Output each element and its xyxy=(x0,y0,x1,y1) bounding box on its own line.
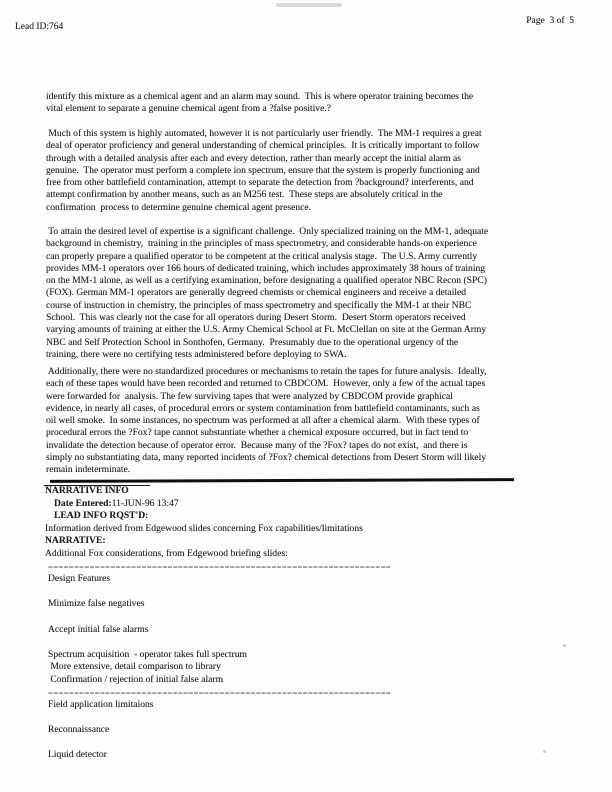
scan-speck xyxy=(563,644,566,647)
text-line: NBC and Self Protection School in Sonthofen, Germany. Presumably due to the operational urgency of the xyxy=(46,336,459,348)
separator-line: ================================================================== xyxy=(48,687,391,698)
text-line: More extensive, detail comparison to library xyxy=(48,661,221,673)
text-line: on the MM-1 alone, as well as a certifying examination, before designating a qualified operator NBC Recon (SPC) xyxy=(46,275,487,287)
text-line: (FOX). German MM-1 operators are generally degreed chemists or chemical engineers and receive a detailed xyxy=(46,287,467,299)
text-line: procedural errors the ?Fox? tape cannot substantiate whether a chemical exposure occurred, but in fact tend to xyxy=(46,427,469,439)
text-line xyxy=(45,611,575,624)
text-line: vital element to separate a genuine chemical agent from a ?false positive.? xyxy=(46,103,332,115)
text-line xyxy=(45,712,575,725)
narrative-intro: Additional Fox considerations, from Edgewood briefing slides: xyxy=(45,547,288,559)
page-number: Page 3 of 5 xyxy=(526,16,574,26)
text-line: Additionally, there were no standardized procedures or mechanisms to retain the tapes for future analysis. Ideally, xyxy=(46,366,487,377)
lead-id: Lead ID:764 xyxy=(15,22,64,32)
narrative-section xyxy=(45,485,575,762)
text-line: Minimize false negatives xyxy=(48,598,145,610)
text-line: Accept initial false alarms xyxy=(48,623,149,635)
text-line: Field application limitaions xyxy=(48,699,154,711)
text-line: deal of operator proficiency and general understanding of chemical principles. It is critically important to follow xyxy=(46,140,480,152)
text-line: attempt confirmation by another means, such as an M256 test. These steps are absolutely critical in the xyxy=(46,189,443,201)
paragraph-continuation xyxy=(46,91,566,116)
text-line: confirmation process to determine genuine chemical agent presence. xyxy=(46,201,312,213)
text-line: To attain the desired level of expertise is a significant challenge. Only specialized training on the MM-1, adequate xyxy=(46,226,489,237)
text-line: Confirmation / rejection of initial false alarm xyxy=(48,673,224,685)
scan-artifact xyxy=(276,3,342,7)
text-line: evidence, in nearly all cases, of procedural errors or system contamination from battlefield contaminants, such as xyxy=(46,402,480,414)
text-line: simply no substantiating data, many reported incidents of ?Fox? chemical detections from Desert Storm will likely xyxy=(46,452,487,464)
text-line: Reconnaissance xyxy=(48,724,110,736)
text-line: remain indeterminate. xyxy=(46,464,131,476)
scan-speck xyxy=(543,750,546,753)
separator-line: ================================================================== xyxy=(48,561,391,572)
text-line: varying amounts of training at either the U.S. Army Chemical School at Ft. McClellan on site at the German Army xyxy=(46,324,487,336)
narrative-heading: NARRATIVE: xyxy=(45,535,106,547)
lead-info-heading: LEAD INFO RQST'D: xyxy=(54,510,149,522)
text-line: were forwarded for analysis. The few surviving tapes that were analyzed by CBDCOM provide graphical xyxy=(46,390,453,402)
text-line: School. This was clearly not the case for all operators during Desert Storm. Desert Storm operators received xyxy=(46,312,466,324)
text-line: Spectrum acquisition - operator takes full spectrum xyxy=(48,648,248,660)
text-line: oil well smoke. In some instances, no spectrum was performed at all after a chemical alarm. With these types of xyxy=(46,415,480,427)
briefing-slide-list xyxy=(45,561,575,763)
section-divider-line xyxy=(50,478,514,482)
date-entered-label: Date Entered: xyxy=(54,497,112,509)
text-line: training, there were no certifying tests administered before deploying to SWA. xyxy=(46,348,347,360)
text-line: free from other battlefield contamination, attempt to separate the detection from ?background? interferents, and xyxy=(46,177,474,189)
text-line: can properly prepare a qualified operator to be competent at the critical analysis stage. The U.S. Army currently xyxy=(46,250,478,262)
text-line: invalidate the detection because of operator error. Because many of the ?Fox? tapes do not exist, and there is xyxy=(46,439,468,451)
lead-info-text: Information derived from Edgewood slides concerning Fox capabilities/limitations xyxy=(45,522,363,534)
date-entered-value: 11-JUN-96 13:47 xyxy=(111,497,179,509)
text-line xyxy=(45,586,575,599)
date-entered-line xyxy=(45,498,575,511)
text-line: each of these tapes would have been recorded and returned to CBDCOM. However, only a few of the actual tapes xyxy=(46,378,486,390)
narrative-info-heading: NARRATIVE INFO xyxy=(45,485,129,496)
text-line: Design Features xyxy=(48,573,111,585)
text-line xyxy=(45,636,575,649)
paragraph-tapes xyxy=(46,366,566,477)
paragraph-training xyxy=(46,226,566,361)
text-line: provides MM-1 operators over 166 hours of dedicated training, which includes approximately 38 hours of training xyxy=(46,262,486,274)
text-line: course of instruction in chemistry, the principles of mass spectrometry and specifically the MM-1 at their NBC xyxy=(46,299,472,311)
text-line: identify this mixture as a chemical agent and an alarm may sound. This is where operator training becomes the xyxy=(46,91,474,102)
text-line: through with a detailed analysis after each and every detection, rather than mearly accept the initial alarm as xyxy=(46,152,462,164)
text-line: genuine. The operator must perform a complete ion spectrum, ensure that the system is properly functioning and xyxy=(46,164,480,176)
text-line: background in chemistry, training in the principles of mass spectrometry, and considerable hands-on experience xyxy=(46,238,477,250)
text-line xyxy=(45,737,575,750)
text-line: Liquid detector xyxy=(48,749,107,761)
text-line: Much of this system is highly automated, however it is not particularly user friendly. The MM-1 requires a great xyxy=(46,128,482,139)
paragraph-system-automation xyxy=(46,128,566,214)
